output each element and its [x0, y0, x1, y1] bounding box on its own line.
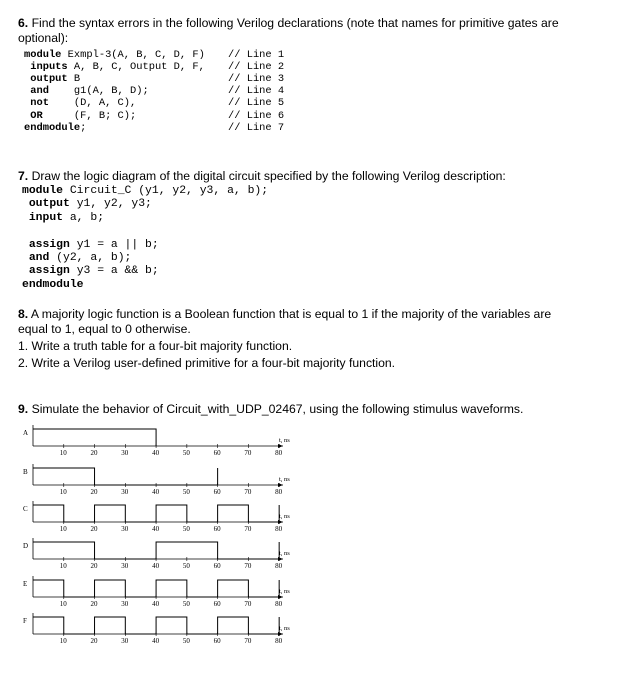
time-tick-label: 70 [244, 488, 252, 496]
q7-code-keyword: assign [22, 238, 70, 251]
time-tick-label: 20 [90, 449, 98, 457]
time-unit-label: t, ns [279, 550, 290, 557]
time-tick-label: 60 [213, 449, 221, 457]
q6-code-text: (F, B; C); [42, 109, 137, 122]
time-tick-label: 50 [182, 449, 190, 457]
signal-c-wave [23, 501, 290, 533]
q6-code-text: ; [80, 121, 87, 134]
q7-code-text: Circuit_C (y1, y2, y3, a, b); [63, 185, 269, 197]
q6-code-text: A, B, C, Output D, F, [67, 61, 205, 74]
signal-label: E [23, 580, 28, 588]
time-tick-label: 70 [244, 637, 252, 645]
q8-number: 8. [18, 307, 29, 321]
time-tick-label: 80 [275, 525, 283, 533]
q6-text: Find the syntax errors in the following Verilog declarations (note that names for primitive gates are [31, 16, 559, 30]
time-tick-label: 80 [275, 449, 283, 457]
signal-label: A [23, 429, 29, 437]
time-tick-label: 70 [244, 449, 252, 457]
time-tick-label: 80 [275, 488, 283, 496]
time-tick-label: 10 [59, 562, 67, 570]
q6-code-keyword: endmodule [24, 121, 81, 134]
q8-item-2: 2. Write a Verilog user-defined primitive for a four-bit majority function. [18, 356, 396, 370]
signal-trace [33, 505, 279, 522]
signal-trace [33, 617, 279, 634]
q8-text: A majority logic function is a Boolean function that is equal to 1 if the majority of the variables are [30, 307, 552, 321]
time-tick-label: 30 [121, 449, 129, 457]
q7-code-keyword: output [22, 198, 70, 211]
time-unit-label: t, ns [279, 476, 290, 483]
signal-label: B [23, 468, 28, 476]
time-tick-label: 20 [90, 488, 98, 496]
time-tick-label: 40 [152, 525, 160, 533]
time-tick-label: 50 [182, 600, 190, 608]
signal-label: D [23, 542, 29, 550]
time-tick-label: 50 [182, 637, 190, 645]
signal-a-wave [23, 425, 290, 457]
q7-code-text: y1 = a || b; [69, 238, 159, 251]
q6-code-text: B [67, 73, 81, 86]
time-tick-label: 50 [182, 562, 190, 570]
time-tick-label: 40 [152, 562, 160, 570]
time-tick-label: 40 [152, 600, 160, 608]
q6-code-text: (D, A, C), [48, 97, 137, 110]
time-tick-label: 10 [59, 637, 67, 645]
q7-code-text: a, b; [63, 211, 105, 224]
q7-text: Draw the logic diagram of the digital circuit specified by the following Verilog description: [31, 169, 506, 183]
q6-prompt-cont: optional): [18, 31, 69, 45]
time-tick-label: 40 [152, 449, 160, 457]
q7-code-keyword: module [22, 185, 64, 197]
time-unit-label: t, ns [279, 513, 290, 520]
time-tick-label: 10 [59, 525, 67, 533]
q9-number: 9. [18, 402, 29, 416]
time-tick-label: 60 [213, 525, 221, 533]
q7-code-keyword: endmodule [22, 278, 84, 291]
q6-line-comment: // Line 1 [228, 49, 285, 61]
q7-code-text: y1, y2, y3; [69, 198, 152, 211]
time-tick-label: 20 [90, 562, 98, 570]
q6-line-comment: // Line 4 [228, 85, 285, 98]
q6-code-text: g1(A, B, D); [48, 85, 149, 98]
q6-line-comment: // Line 5 [228, 97, 285, 110]
time-tick-label: 30 [121, 637, 129, 645]
signal-trace [33, 468, 218, 485]
signal-d-wave [23, 538, 290, 570]
q7-code-keyword: assign [22, 265, 70, 278]
q6-line-comment: // Line 7 [228, 121, 285, 134]
time-unit-label: t, ns [279, 625, 290, 632]
time-tick-label: 10 [59, 600, 67, 608]
time-tick-label: 20 [90, 525, 98, 533]
time-tick-label: 60 [213, 600, 221, 608]
q6-code-keyword: and [24, 85, 49, 98]
signal-trace [33, 580, 279, 597]
time-tick-label: 30 [121, 488, 129, 496]
time-tick-label: 80 [275, 637, 283, 645]
time-tick-label: 40 [152, 488, 160, 496]
time-tick-label: 30 [121, 562, 129, 570]
signal-label: F [23, 617, 27, 625]
signal-label: C [23, 505, 28, 513]
q7-number: 7. [18, 169, 29, 183]
time-tick-label: 60 [213, 637, 221, 645]
time-tick-label: 20 [90, 600, 98, 608]
q6-code-keyword: inputs [24, 61, 68, 74]
q7-code-keyword: and [22, 252, 50, 264]
q8-item-1: 1. Write a truth table for a four-bit majority function. [18, 339, 293, 353]
time-tick-label: 40 [152, 637, 160, 645]
q6-code-keyword: not [24, 97, 49, 110]
q7-code-keyword: input [22, 211, 64, 224]
q6-line-comment: // Line 3 [228, 73, 285, 86]
time-tick-label: 70 [244, 600, 252, 608]
q6-line-comment: // Line 6 [228, 109, 285, 122]
time-unit-label: t, ns [279, 437, 290, 444]
time-tick-label: 70 [244, 562, 252, 570]
q6-line-comment: // Line 2 [228, 61, 285, 74]
time-tick-label: 10 [59, 488, 67, 496]
time-tick-label: 80 [275, 600, 283, 608]
time-tick-label: 60 [213, 562, 221, 570]
time-tick-label: 70 [244, 525, 252, 533]
q6-code-keyword: OR [24, 109, 43, 122]
time-tick-label: 50 [182, 488, 190, 496]
time-tick-label: 20 [90, 637, 98, 645]
time-tick-label: 80 [275, 562, 283, 570]
q9-text: Simulate the behavior of Circuit_with_UDP_02467, using the following stimulus waveforms. [31, 402, 524, 416]
time-tick-label: 30 [121, 525, 129, 533]
q8-prompt-cont: equal to 1, equal to 0 otherwise. [18, 322, 191, 336]
q6-code-text: Exmpl-3(A, B, C, D, F) [61, 49, 205, 61]
signal-e-wave [23, 576, 290, 608]
q7-code-text: y3 = a && b; [69, 265, 159, 278]
time-tick-label: 60 [213, 488, 221, 496]
signal-b-wave [23, 464, 290, 496]
signal-f-wave [23, 613, 290, 645]
q6-code-keyword: module [24, 49, 62, 61]
time-tick-label: 10 [59, 449, 67, 457]
time-tick-label: 30 [121, 600, 129, 608]
time-tick-label: 50 [182, 525, 190, 533]
time-axis-arrow [278, 444, 283, 448]
q6-code-keyword: output [24, 73, 68, 86]
q7-code-text: (y2, a, b); [49, 252, 132, 264]
q6-number: 6. [18, 16, 29, 30]
time-unit-label: t, ns [279, 588, 290, 595]
signal-trace [33, 429, 156, 446]
time-axis-arrow [278, 483, 283, 487]
signal-trace [33, 542, 279, 559]
